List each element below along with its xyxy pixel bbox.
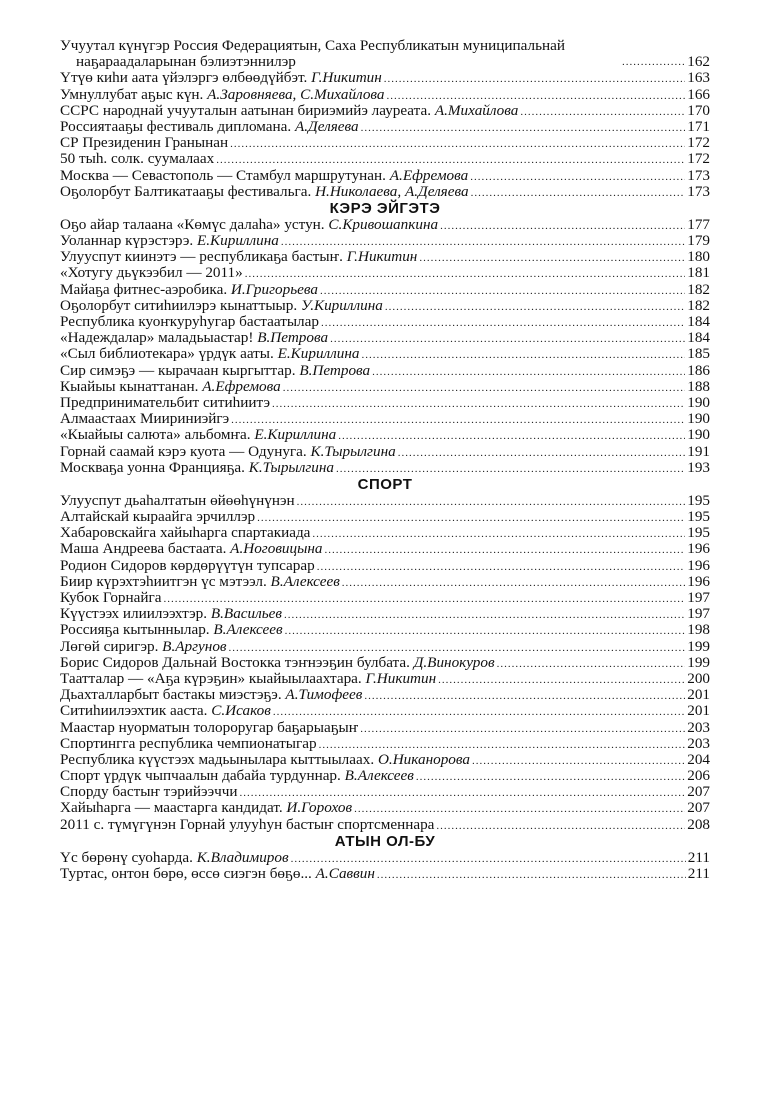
page-number: 211 [687,848,710,866]
page-number: 196 [687,556,710,574]
entry-title-text: «Хотугу дьүкээбил — 2011» [60,264,243,282]
entry-title-text: Спорт үрдүк чыпчаалын дабайа турдуннар. [60,767,341,785]
entry-title-text: Оҕо айар талаана «Көмүс далаһа» устун. [60,215,325,233]
toc-entry [60,103,710,119]
dot-leader [342,575,685,591]
entry-author: И.Горохов [286,799,353,817]
entry-title [60,493,295,509]
entry-title [60,119,359,135]
entry-title-text: Горнай саамай кэрэ куота — Одунуга. [60,442,307,460]
toc-entry [60,671,710,687]
entry-title-text: Республика куоҥкуруһугар бастаатылар [60,313,319,331]
entry-author: У.Кириллина [300,296,383,314]
entry-title-text: Туртас, онтон бөрө, өссө сиэгэн бөҕө... [60,865,312,883]
toc-entry [60,427,710,443]
toc-entry [60,509,710,525]
entry-author: А.Ноговицына [230,540,323,558]
page-number: 184 [687,329,710,347]
page-number: 198 [687,621,710,639]
entry-title [60,379,281,395]
entry-title [60,768,414,784]
entry-title [60,411,229,427]
entry-author: А.Деляева [294,117,359,135]
toc-entry [60,135,710,151]
entry-author: Г.Никитин [311,69,382,87]
entry-title-text: Дьахталларбыт бастакы миэстэҕэ. [60,686,282,704]
dot-leader [385,299,685,315]
page-number: 171 [687,117,710,135]
dot-leader [330,331,685,347]
toc-entry [60,687,710,703]
entry-title-text: Улууспут киинэтэ — республикаҕа бастыҥ. [60,248,343,266]
toc-entry [60,233,710,249]
entry-title-text: Алмаастаах Миириниэйгэ [60,410,230,428]
page-number: 207 [687,799,710,817]
dot-leader [325,542,686,558]
dot-leader [321,315,685,331]
entry-title-text: Москваҕа уонна Францияҕа. [60,458,245,476]
entry-title [60,249,417,265]
section-heading: АТЫН ОЛ-БУ [334,832,436,850]
toc-entry [60,655,710,671]
entry-author: И.Григорьева [230,280,318,298]
page-number: 185 [687,345,710,363]
entry-title [60,184,469,200]
page-number: 190 [687,410,710,428]
entry-title-text: СР Президенин Гранынан [60,134,229,152]
page-number: 190 [687,393,710,411]
entry-title-text: Таатталар — «Аҕа күрэҕин» кыайыылаахтара. [60,669,362,687]
toc-entry [60,395,710,411]
dot-leader [372,364,685,380]
toc-entry [60,866,710,882]
page-number: 191 [687,442,710,460]
entry-title-text: Улууспут дьаһалтатын өйөөһүнүнэн [60,491,295,509]
entry-title-text: «Надеждалар» маладьыастар! [60,329,254,347]
dot-leader [436,818,685,834]
dot-leader [398,445,686,461]
dot-leader [283,380,685,396]
page-number: 197 [687,589,710,607]
entry-title [60,703,271,719]
entry-title [60,103,518,119]
entry-title-text: Умнуллубат аҕыс күн. [60,85,204,103]
toc-entry [60,119,710,135]
toc-entry [60,411,710,427]
toc-entry [60,151,710,167]
entry-title-text: «Кыайыы салюта» альбомҥа. [60,426,251,444]
toc-entry [60,784,710,800]
toc-entry [60,800,710,816]
page-number: 196 [687,540,710,558]
entry-author: Е.Кириллина [196,232,279,250]
entry-title [60,151,214,167]
entry-title [60,509,255,525]
dot-leader [472,753,685,769]
page-number: 186 [687,361,710,379]
entry-title [60,395,270,411]
entry-title-text: Күүстээх илиилээхтэр. [60,605,208,623]
toc-entry [60,379,710,395]
entry-title-text: Республика күүстээх мадьыныларa кыттыылаах. [60,750,375,768]
entry-title [60,525,310,541]
page-number: 208 [687,815,710,833]
page-number: 172 [687,134,710,152]
entry-author: А.Заровняева, С.Михайлова [207,85,385,103]
entry-author: В.Алексеев [270,572,340,590]
toc-entry [60,541,710,557]
dot-leader [438,672,685,688]
entry-title-text: ССРС народнай учууталын аатынан бириэмийэ лауреата. [60,101,432,119]
page-number: 181 [687,264,710,282]
page-number: 206 [687,767,710,785]
entry-author: К.Тырылгина [310,442,396,460]
dot-leader [471,185,686,201]
entry-author: Е.Кириллина [254,426,337,444]
entry-author: А.Михайлова [434,101,519,119]
page-number: 180 [687,248,710,266]
entry-author: Г.Никитин [365,669,437,687]
entry-title [60,800,352,816]
entry-author: В.Аргунов [162,637,227,655]
page-number: 173 [687,166,710,184]
entry-title-text: Маша Андреева бастаата. [60,540,227,558]
dot-leader [622,54,685,70]
entry-title [60,817,434,833]
page-number: 195 [687,508,710,526]
toc-entry [60,558,710,574]
entry-title-text: Кыайыы кынаттанан. [60,377,199,395]
toc-entry [60,330,710,346]
page-number: 211 [687,865,710,883]
entry-title [60,168,468,184]
entry-title [60,135,228,151]
toc-entry [60,298,710,314]
toc-entry [60,736,710,752]
entry-title [60,590,161,606]
toc-entry [60,282,710,298]
page-number: 177 [687,215,710,233]
toc-entry [60,460,710,476]
section-heading: СПОРТ [357,475,413,493]
dot-leader [297,494,686,510]
toc-entry [60,363,710,379]
page-number: 195 [687,491,710,509]
dot-leader [257,510,685,526]
entry-author: А.Ефремова [389,166,469,184]
page-number: 204 [687,750,710,768]
dot-leader [440,218,685,234]
dot-leader [284,607,685,623]
entry-title [60,87,385,103]
entry-author: В.Алексеев [213,621,283,639]
table-of-contents [60,38,710,882]
entry-title-text: 50 тыһ. солк. суумалаах [60,150,215,168]
page-number: 201 [687,702,710,720]
entry-title-text: Оҕолорбут ситиһиилэрэ кынаттыыр. [60,296,298,314]
toc-entry [60,850,710,866]
entry-title-text: Родион Сидоров көрдөрүүтүн тупсарар [60,556,315,574]
page-number: 203 [687,718,710,736]
entry-title [60,736,317,752]
entry-title-line: Учуутал күнүгэр Россия Федерациятын, Саха Республикатын муниципальнай [60,36,566,54]
page-number: 201 [687,686,710,704]
entry-title-text: Хабаровскайга хайыһарга спартакиада [60,524,311,542]
entry-title-text: Сир симэҕэ — кырачаан кыргыттар. [60,361,296,379]
entry-title [60,427,336,443]
page-number: 184 [687,313,710,331]
entry-title [60,541,323,557]
dot-leader [285,623,686,639]
page-number: 163 [687,69,710,87]
page-number: 197 [687,605,710,623]
entry-title-text: Алтайскай кыраайга эрчиллэр [60,508,256,526]
page-number: 173 [687,182,710,200]
entry-title [60,233,279,249]
entry-author: В.Петрова [299,361,371,379]
dot-leader [336,461,685,477]
entry-title [60,444,396,460]
toc-entry [60,346,710,362]
toc-entry [60,639,710,655]
entry-title [60,38,620,70]
page-number: 195 [687,524,710,542]
entry-title [60,460,334,476]
entry-author: В.Петрова [257,329,329,347]
entry-title-text: Спорду бастыҥ тэрийээччи [60,783,238,801]
entry-title-text: Хайыһарга — маастарга кандидат. [60,799,283,817]
toc-entry [60,752,710,768]
page-number: 190 [687,426,710,444]
entry-title-text: Үтүө киһи аата үйэлэргэ өлбөөдүйбэт. [60,69,308,87]
toc-entry [60,606,710,622]
toc-entry [60,493,710,509]
toc-entry [60,703,710,719]
dot-leader [230,136,685,152]
dot-leader [416,769,685,785]
entry-title-text: «Сыл библиотекара» үрдүк ааты. [60,345,274,363]
toc-entry [60,768,710,784]
entry-author: Н.Николаева, А.Деляева [315,182,469,200]
entry-title-text: Кубок Горнайга [60,589,162,607]
entry-title [60,558,315,574]
page-number: 203 [687,734,710,752]
dot-leader [361,120,686,136]
entry-author: Е.Кириллина [277,345,360,363]
entry-title [60,784,238,800]
dot-leader [377,867,686,883]
entry-title [60,850,289,866]
entry-author: В.Васильев [210,605,282,623]
entry-title [60,217,438,233]
toc-entry [60,444,710,460]
entry-author: А.Тимофеев [285,686,363,704]
entry-title-text: 2011 с. түмүгүнэн Горнай улууһун бастыҥ спортсменнара [60,815,435,833]
entry-title [60,866,375,882]
entry-author: Г.Никитин [346,248,418,266]
dot-leader [272,396,685,412]
entry-title [60,363,370,379]
toc-entry [60,314,710,330]
toc-entry [60,525,710,541]
entry-title-text: Россиятааҕы фестиваль дипломана. [60,117,292,135]
dot-leader [317,559,686,575]
toc-entry [60,720,710,736]
entry-title [60,330,328,346]
entry-title-text: Үс бөрөнү суоһарда. [60,848,193,866]
page-number: 162 [687,53,710,71]
entry-title-text: Предпринимательбит ситиһиитэ [60,393,270,411]
page-number: 172 [687,150,710,168]
entry-author: С.Исаков [211,702,271,720]
page-number: 170 [687,101,710,119]
toc-entry [60,168,710,184]
entry-author: А.Ефремова [202,377,281,395]
page-number: 196 [687,572,710,590]
entry-author: А.Саввин [315,865,375,883]
toc-entry [60,70,710,86]
entry-title [60,622,283,638]
dot-leader [360,721,685,737]
entry-title [60,720,358,736]
dot-leader [364,688,685,704]
section-heading: КЭРЭ ЭЙГЭТЭ [329,199,441,217]
entry-title [60,655,495,671]
entry-title [60,282,318,298]
entry-title [60,574,340,590]
entry-author: К.Тырылгина [248,458,334,476]
entry-title-text: Маастар нуорматын толороругар баҕарыаҕыҥ [60,718,359,736]
entry-title-line: наҕараадаларынан бэлиэтэннилэр [76,53,296,71]
toc-entry [60,87,710,103]
page-number: 182 [687,280,710,298]
dot-leader [520,104,685,120]
dot-leader [312,526,685,542]
toc-entry [60,184,710,200]
dot-leader [470,169,685,185]
page-number: 193 [687,458,710,476]
entry-title-text: Спортингга республика чемпионатыгар [60,734,317,752]
page-number: 207 [687,783,710,801]
entry-title [60,70,382,86]
toc-entry [60,265,710,281]
entry-title [60,671,436,687]
toc-entry [60,590,710,606]
entry-title-text: Майаҕа фитнес-аэробика. [60,280,228,298]
toc-entry [60,249,710,265]
toc-entry [60,574,710,590]
entry-title-text: Борис Сидоров Дальнай Востокка тэҥнээҕин булбата. [60,653,410,671]
entry-title [60,298,383,314]
dot-leader [419,250,685,266]
dot-leader [497,656,686,672]
entry-title [60,752,470,768]
page-number: 188 [687,377,710,395]
page-number: 199 [687,653,710,671]
page-number: 182 [687,296,710,314]
toc-entry [60,217,710,233]
entry-title [60,687,362,703]
entry-title [60,314,319,330]
entry-title [60,346,360,362]
page-number: 200 [687,669,710,687]
entry-title-text: Ситиһиилээхтик аастa. [60,702,208,720]
toc-entry [60,38,710,70]
entry-title [60,606,282,622]
entry-author: Д.Винокуров [413,653,495,671]
entry-author: К.Владимиров [196,848,289,866]
entry-title-text: Уоланнар күрэстэрэ. [60,232,194,250]
page-number: 166 [687,85,710,103]
entry-title [60,639,227,655]
entry-title-text: Оҕолорбут Балтикатааҕы фестивальга. [60,182,312,200]
entry-title-text: Лөгөй сиригэр. [60,637,159,655]
entry-title-text: Биир күрэхтэһиитгэн үс мэтээл. [60,572,267,590]
dot-leader [362,347,686,363]
dot-leader [384,71,685,87]
entry-author: С.Кривошапкина [328,215,439,233]
entry-title-text: Россияҕа кытыннылар. [60,621,210,639]
entry-author: О.Никанорова [377,750,470,768]
page-number: 179 [687,232,710,250]
page-number: 199 [687,637,710,655]
entry-title [60,265,243,281]
toc-entry [60,622,710,638]
entry-title-text: Москва — Севастополь — Стамбул маршрутунан. [60,166,386,184]
entry-author: В.Алексеев [344,767,414,785]
toc-entry [60,817,710,833]
